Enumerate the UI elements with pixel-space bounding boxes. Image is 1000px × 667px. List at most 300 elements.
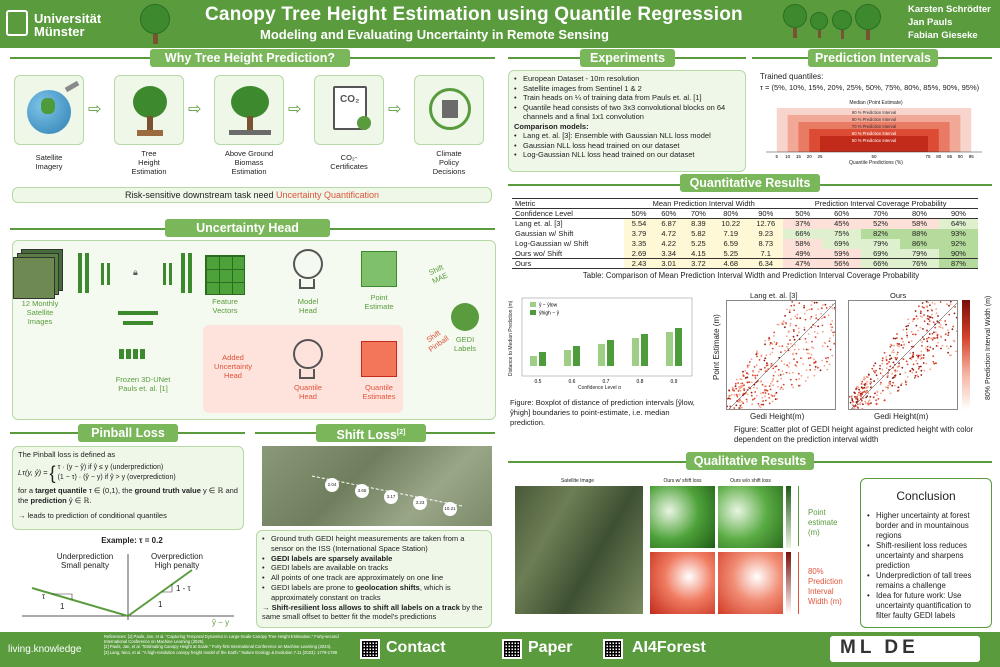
scatter-point	[932, 317, 934, 319]
scatter-point	[893, 362, 895, 364]
scatter-point	[789, 372, 791, 374]
scatter-point	[764, 357, 766, 359]
box-mark	[607, 340, 614, 366]
scatter-point	[853, 407, 855, 409]
scatter-point	[863, 376, 865, 378]
contact-link[interactable]: Contact	[386, 639, 446, 656]
scatter-point	[868, 374, 870, 376]
scatter-point	[825, 304, 827, 306]
ai4forest-link[interactable]: AI4Forest	[632, 639, 706, 656]
scatter-point	[815, 336, 817, 338]
scatter-point	[924, 320, 926, 322]
scatter-point	[764, 389, 766, 391]
scatter-point	[957, 330, 959, 332]
box-mark	[666, 332, 673, 366]
list-item: • GEDI labels are available on tracks	[262, 563, 486, 573]
scatter-point	[894, 375, 896, 377]
scatter-point	[936, 312, 938, 314]
tree-icon	[140, 4, 170, 44]
scatter-point	[780, 351, 782, 353]
scatter-point	[834, 307, 836, 309]
scatter-point	[901, 344, 903, 346]
scatter-point	[772, 368, 774, 370]
scatter-point	[927, 318, 929, 320]
scatter-point	[879, 365, 881, 367]
scatter-point	[764, 343, 766, 345]
scatter-point	[764, 386, 766, 388]
scatter-point	[888, 385, 890, 387]
scatter-point	[920, 366, 922, 368]
scatter-point	[784, 315, 786, 317]
table-row: Lang et. al. [3] 5.54 6.87 8.39 10.22 12.76 37% 45% 52% 58% 64%	[512, 219, 978, 229]
scatter-point	[789, 311, 791, 313]
scatter-point	[828, 314, 830, 316]
satellite-image-stack	[13, 257, 55, 299]
scatter-point	[942, 327, 944, 329]
scatter-point	[950, 303, 952, 305]
scatter-point	[915, 360, 917, 362]
scatter-point	[798, 373, 800, 375]
scatter-point	[731, 394, 733, 396]
list-item: • Idea for future work: Use uncertainty quantification to filter faulty GEDI labels	[867, 591, 985, 621]
scatter-point	[858, 392, 860, 394]
scatter-point	[948, 305, 950, 307]
scatter-point	[808, 353, 810, 355]
uncertainty-head-diagram	[12, 240, 496, 420]
scatter-point	[830, 324, 832, 326]
scatter-point	[833, 335, 835, 337]
scatter-point	[772, 401, 774, 403]
scatter-point	[891, 385, 893, 387]
list-item: • GEDI labels are prone to geolocation shifts, which is approximately constant on tracks	[262, 583, 486, 603]
scatter-point	[749, 381, 751, 383]
scatter-point	[932, 361, 934, 363]
scatter-point	[798, 349, 800, 351]
scatter-point	[810, 318, 812, 320]
scatter-point	[746, 399, 748, 401]
scatter-point	[767, 364, 769, 366]
scatter-point	[728, 395, 730, 397]
scatter-point	[940, 324, 942, 326]
scatter-point	[857, 406, 859, 408]
list-item: • Train heads on ¼ of training data from Pauls et. al. [1]	[514, 93, 740, 103]
scatter-point	[947, 352, 949, 354]
scatter-point	[756, 395, 758, 397]
scatter-point	[851, 398, 853, 400]
scatter-point	[824, 316, 826, 318]
scatter-point	[886, 359, 888, 361]
scatter-point	[798, 331, 800, 333]
scatter-point	[761, 354, 763, 356]
unet-label: Frozen 3D-UNet Pauls et. al. [1]	[115, 375, 171, 393]
feature-cube-icon	[205, 255, 245, 295]
scatter-point	[886, 367, 888, 369]
scatter-point	[887, 388, 889, 390]
interval-label: 60 % Prediction Interval	[851, 131, 897, 136]
scatter-point	[940, 301, 942, 303]
results-table: Metric Mean Prediction Interval Width Prediction Interval Coverage Probability Confidence Level 50% 60% 70% 80% 90% 50% 60% 70% 80% 90% Lang et. al. [3] 5.54 6.87 8.39 10.22 12.76 37% 45% 52% 58% 64% Gaussian w/ Shift 3.79 4.72 5.82 7.19 9.23 66% 75% 82% 88% 93% Log-Gaussian w/ Shift 3.35 4.22 5.25 6.59 8.73 58% 69% 79% 86% 92% Ours wo/ Shift 2.69 3.34 4.15 5.25 7.1 49% 59% 69% 79% 90% Ours 2.43 3.01 3.72 4.68 6.34 47% 56% 66% 76% 87% Table: Comparison of Mean Prediction Interval Width and Prediction Interval Coverage Probability	[512, 198, 990, 280]
scatter-point	[754, 366, 756, 368]
scatter-point	[902, 347, 904, 349]
scatter-point	[950, 346, 952, 348]
tree-icon	[832, 10, 852, 39]
scatter-point	[877, 403, 879, 405]
scatter-point	[880, 384, 882, 386]
scatter-right	[848, 300, 958, 410]
scatter-point	[821, 360, 823, 362]
scatter-point	[792, 387, 794, 389]
scatter-point	[830, 349, 832, 351]
scatter-point	[934, 303, 936, 305]
section-heading-quantitative: Quantitative Results	[680, 174, 820, 192]
scatter-point	[752, 374, 754, 376]
scatter-point	[906, 332, 908, 334]
colorbar-green	[786, 486, 791, 548]
scatter-point	[902, 341, 904, 343]
scatter-point	[898, 362, 900, 364]
scatter-point	[928, 337, 930, 339]
scatter-point	[739, 394, 741, 396]
scatter-point	[947, 329, 949, 331]
scatter-point	[805, 319, 807, 321]
scatter-point	[738, 386, 740, 388]
scatter-point	[773, 395, 775, 397]
scatter-point	[901, 338, 903, 340]
scatter-point	[769, 385, 771, 387]
poster-subtitle: Modeling and Evaluating Uncertainty in Remote Sensing	[260, 27, 609, 42]
scatter-point	[810, 357, 812, 359]
scatter-point	[831, 330, 833, 332]
scatter-point	[784, 326, 786, 328]
scatter-point	[880, 392, 882, 394]
scatter-point	[771, 381, 773, 383]
scatter-point	[745, 377, 747, 379]
scatter-point	[755, 377, 757, 379]
prediction-interval-chart: Median (Point Estimate) 90 % Prediction Interval 80 % Prediction Interval 70 % Prediction Interval 60 % Prediction Interval 50 % Prediction Interval 5 10 15 20 25 50 75 80 85 90 95 Quantile Predictions (%)	[775, 100, 974, 166]
scatter-point	[903, 329, 905, 331]
scatter-point	[897, 370, 899, 372]
scatter-point	[912, 372, 914, 374]
scatter-point	[937, 342, 939, 344]
section-heading-experiments: Experiments	[580, 49, 675, 67]
scatter-point	[898, 343, 900, 345]
tick-label: 0.7	[602, 379, 610, 385]
scatter-point	[742, 385, 744, 387]
scatter-point	[751, 395, 753, 397]
scatter-point	[822, 331, 824, 333]
scatter-point	[796, 353, 798, 355]
scatter-point	[897, 366, 899, 368]
scatter-point	[831, 320, 833, 322]
scatter-point	[923, 307, 925, 309]
scatter-point	[870, 387, 872, 389]
scatter-point	[938, 326, 940, 328]
poster-title: Canopy Tree Height Estimation using Quantile Regression	[205, 4, 743, 25]
scatter-point	[790, 343, 792, 345]
scatter-point	[911, 340, 913, 342]
scatter-point	[808, 333, 810, 335]
scatter-point	[936, 337, 938, 339]
scatter-point	[741, 401, 743, 403]
scatter-point	[895, 338, 897, 340]
scatter-point	[751, 392, 753, 394]
scatter-point	[893, 352, 895, 354]
scatter-point	[827, 346, 829, 348]
scatter-point	[758, 403, 760, 405]
scatter-point	[879, 368, 881, 370]
scatter-point	[805, 380, 807, 382]
qr-code-icon[interactable]	[360, 639, 380, 659]
tick-label: 80	[936, 154, 942, 159]
scatter-point	[897, 386, 899, 388]
scatter-point	[921, 345, 923, 347]
scatter-point	[769, 339, 771, 341]
scatter-point	[783, 320, 785, 322]
scatter-point	[935, 308, 937, 310]
scatter-point	[901, 383, 903, 385]
scatter-point	[816, 302, 818, 304]
quantile-estimates-map	[361, 341, 397, 377]
section-heading-qualitative: Qualitative Results	[686, 452, 814, 470]
scatter-point	[896, 333, 898, 335]
scatter-point	[932, 348, 934, 350]
policy-icon	[414, 75, 484, 145]
quantile-estimates-label: Quantile Estimates	[362, 383, 396, 401]
scatter-point	[896, 357, 898, 359]
scatter-point	[884, 399, 886, 401]
scatter-point	[852, 401, 854, 403]
paper-link[interactable]: Paper	[528, 639, 573, 656]
scatter-point	[905, 372, 907, 374]
scatter-point	[788, 331, 790, 333]
scatter-point	[932, 355, 934, 357]
scatter-point	[906, 361, 908, 363]
scatter-point	[905, 326, 907, 328]
scatter-point	[808, 309, 810, 311]
scatter-point	[946, 346, 948, 348]
scatter-point	[822, 325, 824, 327]
scatter-point	[754, 391, 756, 393]
qr-code-icon[interactable]	[603, 639, 623, 659]
scatter-point	[755, 410, 757, 411]
scatter-point	[796, 365, 798, 367]
scatter-point	[761, 397, 763, 399]
lock-icon: 🔒︎	[133, 267, 138, 277]
scatter-point	[764, 367, 766, 369]
scatter-point	[930, 316, 932, 318]
scatter-point	[749, 361, 751, 363]
qr-code-icon[interactable]	[502, 639, 522, 659]
scatter-point	[764, 360, 766, 362]
scatter-point	[866, 376, 868, 378]
scatter-point	[782, 323, 784, 325]
scatter-point	[762, 392, 764, 394]
scatter-left	[726, 300, 836, 410]
tick-label: 0.9	[670, 379, 678, 385]
scatter-point	[866, 390, 868, 392]
scatter-point	[754, 375, 756, 377]
step-label: Climate Policy Decisions	[432, 149, 466, 176]
scatter-point	[824, 342, 826, 344]
box-mark	[573, 346, 580, 366]
scatter-point	[878, 398, 880, 400]
added-head-label: Added Uncertainty Head	[214, 353, 252, 380]
scatter-point	[793, 336, 795, 338]
scatter-point	[924, 370, 926, 372]
scatter-point	[788, 366, 790, 368]
scatter-point	[737, 382, 739, 384]
scatter-point	[867, 386, 869, 388]
scatter-point	[907, 376, 909, 378]
scatter-point	[895, 359, 897, 361]
scatter-point	[918, 305, 920, 307]
scatter-point	[774, 371, 776, 373]
scatter-point	[931, 314, 933, 316]
scatter-point	[779, 345, 781, 347]
legend-label: ŷhigh − ŷ	[539, 310, 560, 317]
scatter-point	[794, 315, 796, 317]
scatter-point	[909, 352, 911, 354]
scatter-point	[864, 384, 866, 386]
scatter-point	[914, 377, 916, 379]
interval-label: 50 % Prediction Interval	[851, 138, 897, 143]
scatter-point	[740, 404, 742, 406]
interval-label: 80 % Prediction Interval	[851, 117, 897, 122]
scatter-point	[742, 402, 744, 404]
tick-label: 75	[925, 154, 931, 159]
scatter-point	[795, 325, 797, 327]
scatter-point	[864, 378, 866, 380]
scatter-point	[852, 404, 854, 406]
scatter-point	[917, 330, 919, 332]
list-item: • Quantile head consists of two 3x3 convolutional blocks on 64 channels and a final 1x1 convolution	[514, 103, 740, 122]
scatter-point	[910, 358, 912, 360]
trained-quantiles-label: Trained quantiles:	[760, 72, 824, 81]
boxplot-chart: 0.5 0.6 0.7 0.8 0.9 ŷ − ŷlow ŷhigh − ŷ Distance to Median Prediction (m) Confidence Level α	[508, 294, 698, 394]
step-label: Tree Height Estimation	[131, 149, 167, 176]
scatter-point	[811, 308, 813, 310]
scatter-point	[740, 390, 742, 392]
scatter-point	[794, 339, 796, 341]
scatter-point	[907, 364, 909, 366]
scatter-point	[773, 332, 775, 334]
scatter-point	[926, 305, 928, 307]
section-heading-shift: Shift Loss[2]	[316, 424, 426, 442]
scatter-point	[922, 306, 924, 308]
scatter-point	[760, 393, 762, 395]
tick-label: 95	[968, 154, 974, 159]
scatter-point	[889, 355, 891, 357]
list-item: • Underprediction of tall trees remains a challenge	[867, 571, 985, 591]
scatter-point	[917, 356, 919, 358]
scatter-point	[911, 331, 913, 333]
scatter-point	[789, 309, 791, 311]
list-item: • European Dataset - 10m resolution	[514, 74, 740, 84]
scatter-point	[832, 307, 834, 309]
scatter-point	[891, 373, 893, 375]
scatter-point	[940, 335, 942, 337]
scatter-point	[786, 346, 788, 348]
scatter-point	[791, 301, 793, 303]
table-row: Log-Gaussian w/ Shift 3.35 4.22 5.25 6.59 8.73 58% 69% 79% 86% 92%	[512, 239, 978, 249]
table-row: Ours wo/ Shift 2.69 3.34 4.15 5.25 7.1 49% 59% 69% 79% 90%	[512, 249, 978, 259]
scatter-point	[885, 386, 887, 388]
scatter-point	[873, 380, 875, 382]
scatter-point	[870, 402, 872, 404]
authors: Karsten Schrödter Jan Pauls Fabian Gieseke	[908, 4, 991, 41]
scatter-point	[860, 395, 862, 397]
scatter-point	[886, 363, 888, 365]
scatter-point	[942, 345, 944, 347]
scatter-point	[894, 371, 896, 373]
scatter-point	[756, 364, 758, 366]
list-item: • Log-Gaussian NLL loss head trained on our dataset	[514, 150, 740, 160]
scatter-point	[889, 358, 891, 360]
scatter-point	[821, 318, 823, 320]
scatter-point	[796, 379, 798, 381]
scatter-point	[758, 405, 760, 407]
scatter-point	[856, 387, 858, 389]
scatter-point	[914, 318, 916, 320]
scatter-title-right: Ours	[890, 291, 907, 300]
scatter-point	[765, 400, 767, 402]
scatter-point	[923, 314, 925, 316]
gedi-track-map: 2.04 3.65 3.17 3.23 10.21	[262, 446, 492, 526]
scatter-point	[736, 394, 738, 396]
scatter-point	[782, 389, 784, 391]
scatter-point	[849, 396, 850, 398]
scatter-point	[811, 341, 813, 343]
legend-label: ŷ − ŷlow	[539, 302, 558, 309]
scatter-point	[735, 388, 737, 390]
scatter-point	[762, 400, 764, 402]
shift-pinball-label: Shift Pinball	[424, 328, 451, 354]
scatter-point	[770, 383, 772, 385]
box-mark	[564, 350, 571, 366]
tick-label: 50	[871, 154, 877, 159]
scatter-point	[880, 382, 882, 384]
scatter-point	[916, 355, 918, 357]
scatter-point	[927, 315, 929, 317]
scatter-point	[873, 370, 875, 372]
scatter-point	[769, 344, 771, 346]
scatter-point	[935, 362, 937, 364]
step-label: Satellite Imagery	[35, 153, 63, 171]
box-mark	[632, 338, 639, 366]
scatter-point	[773, 335, 775, 337]
scatter-point	[783, 363, 785, 365]
scatter-point	[890, 366, 892, 368]
scatter-point	[857, 403, 859, 405]
scatter-point	[728, 389, 730, 391]
scatter-point	[777, 398, 779, 400]
scatter-point	[786, 335, 788, 337]
scatter-point	[806, 310, 808, 312]
scatter-point	[925, 347, 927, 349]
scatter-point	[929, 320, 931, 322]
scatter-point	[922, 328, 924, 330]
scatter-point	[783, 384, 785, 386]
scatter-point	[888, 361, 890, 363]
footer-bar	[0, 632, 1000, 667]
scatter-point	[774, 366, 776, 368]
scatter-point	[809, 369, 811, 371]
scatter-point	[735, 385, 737, 387]
scatter-point	[811, 346, 813, 348]
scatter-point	[772, 384, 774, 386]
scatter-point	[948, 332, 950, 334]
scatter-point	[850, 402, 852, 404]
